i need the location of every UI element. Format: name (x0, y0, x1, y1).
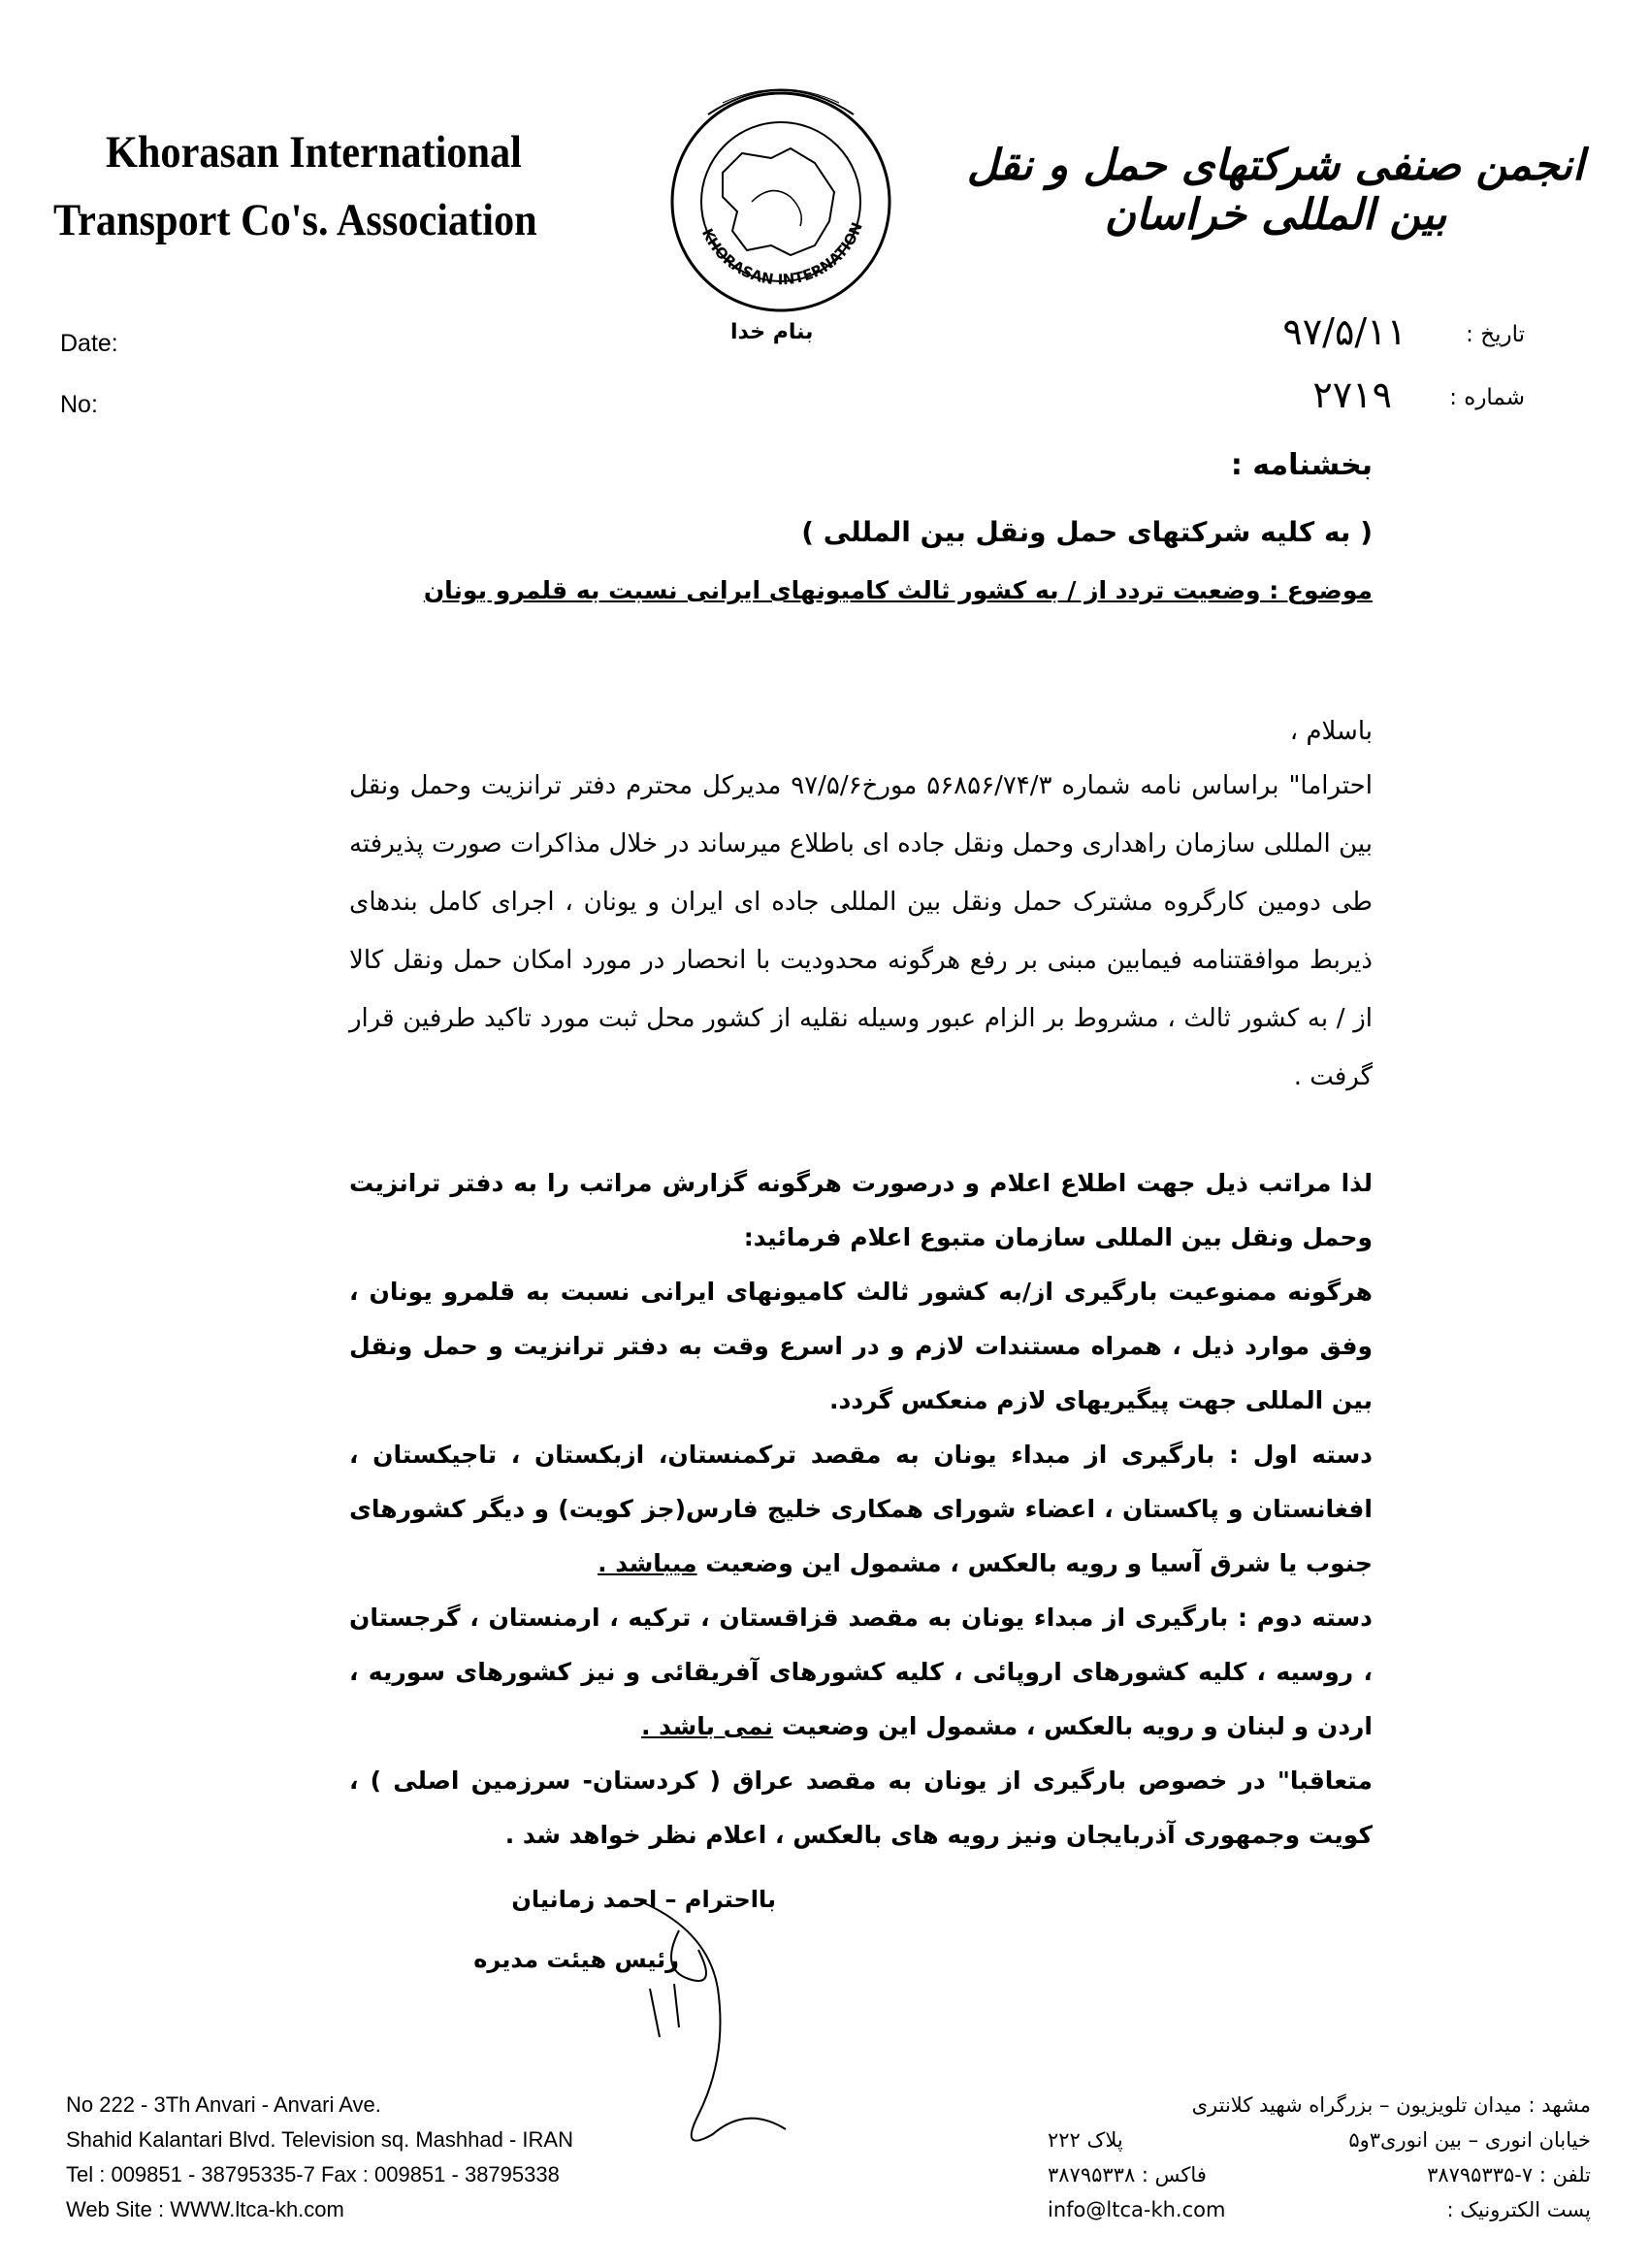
footer-english-address (66, 2088, 573, 2227)
category-two-text: دسته دوم : بارگیری از مبداء یونان به مقصد قزاقستان ، ترکیه ، ارمنستان ، گرجستان ، روسیه ، کلیه کشورهای اروپائی ، کلیه کشورهای آفریقائی و نیز کشورهای سوریه ، اردن و لبنان و رویه بالعکس ، مشمول این وضعیت (349, 1604, 1373, 1740)
footer-fa-street: خیابان انوری – بین انوری۳و۵ (1348, 2128, 1591, 2152)
footer-fa-line1: مشهد : میدان تلویزیون – بزرگراه شهید کلانتری (1191, 2093, 1591, 2117)
letter-type: بخشنامه : (1230, 448, 1373, 482)
paragraph-followup: متعاقبا" در خصوص بارگیری از یونان به مقصد عراق ( کردستان- سرزمین اصلی ) ، کویت وجمهوری آذربایجان ونیز رویه های بالعکس ، اعلام نظر خواهد شد . (349, 1766, 1373, 1849)
date-value: ۹۷/۵/۱۱ (1282, 310, 1406, 353)
paragraph-intro: احتراما" براساس نامه شماره ۵۶۸۵۶/۷۴/۳ مورخ۹۷/۵/۶ مدیرکل محترم دفتر ترانزیت وحمل ونقل بین المللی سازمان راهداری وحمل ونقل جاده ای باطلاع میرساند در خلال مذاکرات صورت پذیرفته طی دومین کارگروه مشترک حمل ونقل بین المللی جاده ای ایران و یونان ، اجرای کامل بندهای ذیربط موافقتنامه فیمابین مبنی بر رفع هرگونه محدودیت با انحصار در مورد امکان حمل ونقل کالا از / به کشور ثالث ، مشروط بر الزام عبور وسیله نقلیه از کشور محل ثبت مورد تاکید طرفین قرار گرفت . (349, 771, 1373, 1091)
org-name-english (53, 118, 577, 254)
closing-name: بااحترام – احمد زمانیان (511, 1886, 776, 1913)
number-label-en: No: (60, 391, 98, 418)
org-name-en-line2: Transport Co's. Association (53, 195, 537, 245)
seal-caption: بنام خدا (730, 320, 814, 344)
paragraph-report: هرگونه ممنوعیت بارگیری از/به کشور ثالث کامیونهای ایرانی نسبت به قلمرو یونان ، وفق موارد ذیل ، همراه مستندات لازم و در اسرع وقت به دفتر ترانزیت و حمل ونقل بین المللی جهت پیگیریهای لازم منعکس گردد. (349, 1278, 1373, 1414)
footer-fa-line3 (1048, 2157, 1591, 2192)
footer-fa-line4 (1048, 2192, 1591, 2227)
signer-title: رئیس هیئت مدیره (473, 1946, 679, 1973)
number-label-fa: شماره : (1449, 385, 1525, 410)
org-name-persian: انجمن صنفی شرکتهای حمل و نقل بین المللی خراسان (966, 141, 1585, 240)
footer-en-city-line: Shahid Kalantari Blvd. Television sq. Mashhad - IRAN (66, 2127, 573, 2152)
date-label-en: Date: (60, 330, 118, 357)
date-label-fa: تاریخ : (1466, 322, 1525, 347)
footer-fa-plaque: پلاک ۲۲۲ (1048, 2128, 1123, 2152)
footer-persian-address (1048, 2088, 1591, 2227)
svg-text:KHORASAN INTERNATIONALTRANSPOR: KHORASAN INTERNATION (697, 219, 866, 289)
category-one-text: دسته اول : بارگیری از مبداء یونان به مقصد ترکمنستان، ازبکستان ، تاجیکستان ، افغانستان و پاکستان ، اعضاء شورای همکاری خلیج فارس(جز کویت) و دیگر کشورهای جنوب یا شرق آسیا و رویه بالعکس ، مشمول این وضعیت (349, 1441, 1373, 1577)
category-two-status: نمی باشد . (640, 1712, 774, 1740)
number-value: ۲۷۱۹ (1312, 373, 1392, 416)
recipient: ( به کلیه شرکتهای حمل ونقل بین المللی ) (801, 516, 1373, 548)
footer-fa-phone: تلفن : ۷-۳۸۷۹۵۳۳۵ (1427, 2163, 1591, 2187)
footer-fa-email-label: پست الکترونیک : (1446, 2198, 1591, 2221)
association-seal-logo (655, 56, 907, 347)
org-name-en-line1: Khorasan International (106, 127, 522, 178)
footer-fa-email[interactable]: info@ltca-kh.com (1048, 2198, 1226, 2221)
category-one-status: میباشد . (598, 1549, 697, 1577)
footer-fa-line2 (1048, 2122, 1591, 2157)
footer-en-address-line: No 222 - 3Th Anvari - Anvari Ave. (66, 2092, 381, 2117)
paragraph-instructions: لذا مراتب ذیل جهت اطلاع اعلام و درصورت هرگونه گزارش مراتب را به دفتر ترانزیت وحمل ونقل بین المللی سازمان متبوع اعلام فرمائید: (349, 1169, 1373, 1251)
handwritten-signature (621, 1892, 815, 2183)
subject: موضوع : وضعیت تردد از / به کشور ثالث کامیونهای ایرانی نسبت به قلمرو یونان (423, 576, 1373, 604)
footer-en-website[interactable]: Web Site : WWW.ltca-kh.com (66, 2197, 344, 2221)
greeting: باسلام ، (1289, 717, 1373, 746)
footer-en-phone-line: Tel : 009851 - 38795335-7 Fax : 009851 - 38795338 (66, 2162, 560, 2187)
paragraph-category-one (349, 1428, 1373, 1591)
footer-fa-fax: فاکس : ۳۸۷۹۵۳۳۸ (1048, 2163, 1207, 2187)
paragraph-category-two (349, 1591, 1373, 1754)
